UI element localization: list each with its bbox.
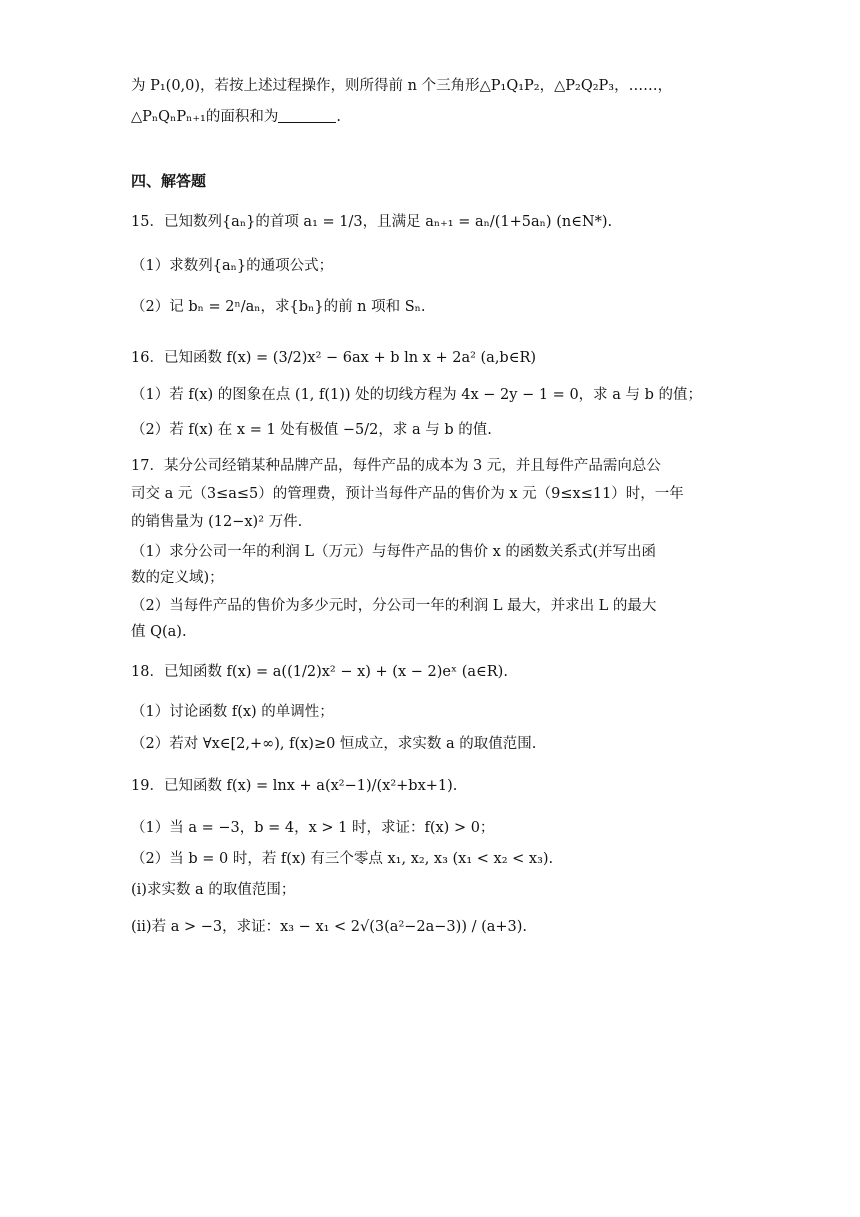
problem-17-part-2: （2）当每件产品的售价为多少元时，分公司一年的利润 L 最大，并求出 L 的最大 bbox=[131, 598, 657, 614]
answer-blank bbox=[278, 108, 336, 123]
problem-15-part-1: （1）求数列{aₙ}的通项公式； bbox=[131, 258, 334, 274]
problem-16-stem: 16．已知函数 f(x) = (3/2)x² − 6ax + b ln x + 2a² (a,b∈R) bbox=[131, 350, 537, 366]
text-line-with-blank bbox=[131, 107, 341, 127]
problem-16-part-2: （2）若 f(x) 在 x = 1 处有极值 −5/2，求 a 与 b 的值. bbox=[131, 422, 492, 438]
problem-17-line: 的销售量为 (12−x)² 万件. bbox=[131, 514, 303, 530]
problem-17-part-2-cont: 值 Q(a). bbox=[131, 624, 187, 640]
problem-17-part-1: （1）求分公司一年的利润 L（万元）与每件产品的售价 x 的函数关系式(并写出函 bbox=[131, 544, 657, 560]
problem-18-part-1: （1）讨论函数 f(x) 的单调性； bbox=[131, 704, 334, 720]
problem-15-part-2: （2）记 bₙ = 2ⁿ/aₙ，求{bₙ}的前 n 项和 Sₙ. bbox=[131, 299, 426, 315]
problem-19-part-1: （1）当 a = −3，b = 4，x > 1 时，求证：f(x) > 0； bbox=[131, 820, 495, 836]
problem-19-subpart-i: (i)求实数 a 的取值范围； bbox=[131, 882, 296, 898]
problem-19-part-2: （2）当 b = 0 时，若 f(x) 有三个零点 x₁, x₂, x₃ (x₁ < x₂ < x₃). bbox=[131, 851, 554, 867]
problem-17-line: 17．某分公司经销某种品牌产品，每件产品的成本为 3 元，并且每件产品需向总公 bbox=[131, 458, 661, 474]
problem-17-line: 司交 a 元（3≤a≤5）的管理费，预计当每件产品的售价为 x 元（9≤x≤11）时，一年 bbox=[131, 486, 684, 502]
problem-15-stem: 15．已知数列{aₙ}的首项 a₁ = 1/3，且满足 aₙ₊₁ = aₙ/(1+5aₙ) (n∈N*). bbox=[131, 214, 613, 230]
problem-16-part-1: （1）若 f(x) 的图象在点 (1, f(1)) 处的切线方程为 4x − 2y − 1 = 0，求 a 与 b 的值； bbox=[131, 387, 703, 403]
section-title: 四、解答题 bbox=[131, 172, 207, 190]
text-line: 为 P₁(0,0)，若按上述过程操作，则所得前 n 个三角形△P₁Q₁P₂，△P₂Q₂P₃，……， bbox=[131, 78, 673, 94]
problem-18-stem: 18．已知函数 f(x) = a((1/2)x² − x) + (x − 2)eˣ (a∈R). bbox=[131, 664, 508, 680]
problem-17-part-1-cont: 数的定义域)； bbox=[131, 570, 224, 586]
problem-19-subpart-ii: (ii)若 a > −3，求证：x₃ − x₁ < 2√(3(a²−2a−3)) / (a+3). bbox=[131, 919, 528, 935]
text-segment: △PₙQₙPₙ₊₁的面积和为 bbox=[131, 109, 279, 125]
problem-18-part-2: （2）若对 ∀x∈[2,+∞), f(x)≥0 恒成立，求实数 a 的取值范围. bbox=[131, 736, 537, 752]
problem-19-stem: 19．已知函数 f(x) = lnx + a(x²−1)/(x²+bx+1). bbox=[131, 778, 458, 794]
text-segment: . bbox=[336, 109, 341, 125]
